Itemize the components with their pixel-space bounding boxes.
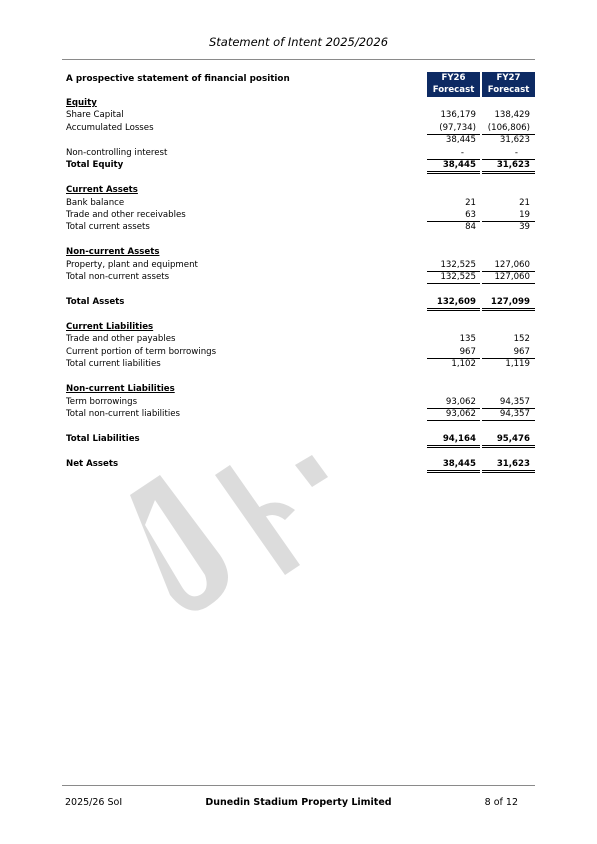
table-row: Bank balance 21 21	[66, 197, 530, 208]
table-row: 38,445 31,623	[445, 135, 530, 146]
table-row: Trade and other payables 135 152	[66, 334, 530, 345]
page-header-title: Statement of Intent 2025/2026	[208, 35, 389, 49]
header-divider	[62, 59, 535, 60]
footer-divider	[62, 785, 535, 786]
table-row: Total non-current assets 132,525 127,060	[65, 271, 534, 283]
table-row: Current portion of term borrowings 967 967	[65, 346, 534, 358]
column-header-fy27: FY27 Forecast	[482, 72, 535, 97]
section-heading-current-liabilities: Current Liabilities	[66, 321, 154, 332]
table-row: Property, plant and equipment 132,525 127,060	[65, 259, 534, 271]
table-row: Accumulated Losses (97,734) (106,806)	[65, 122, 534, 134]
table-row: Total non-current liabilities 93,062 94,357	[65, 408, 534, 420]
total-row: Total Assets 132,609 127,099	[65, 296, 534, 308]
total-row: Net Assets 38,445 31,623	[65, 458, 534, 470]
section-heading-equity: Equity	[66, 98, 97, 108]
financial-position-statement	[65, 72, 534, 470]
total-row: Total Equity 38,445 31,623	[65, 159, 534, 171]
table-row: Non-controlling interest - -	[65, 147, 534, 159]
section-heading-current-assets: Current Assets	[66, 185, 138, 196]
draft-watermark	[100, 455, 350, 625]
column-header-fy26: FY26 Forecast	[427, 72, 480, 97]
footer-document-ref: 2025/26 SoI	[65, 797, 123, 808]
section-heading-noncurrent-liabilities: Non-current Liabilities	[66, 384, 175, 395]
table-row: Share Capital 136,179 138,429	[66, 110, 530, 121]
statement-title: A prospective statement of financial position	[66, 74, 290, 84]
table-row: Term borrowings 93,062 94,357	[65, 396, 534, 408]
table-row: Trade and other receivables 63 19	[65, 209, 534, 221]
footer-company-name: Dunedin Stadium Property Limited	[205, 797, 392, 808]
table-row: Total current liabilities 1,102 1,119	[66, 359, 530, 370]
section-heading-noncurrent-assets: Non-current Assets	[66, 247, 160, 258]
footer-page-number: 8 of 12	[484, 797, 518, 808]
table-row: Total current assets 84 39	[66, 222, 530, 233]
total-row: Total Liabilities 94,164 95,476	[65, 433, 534, 445]
